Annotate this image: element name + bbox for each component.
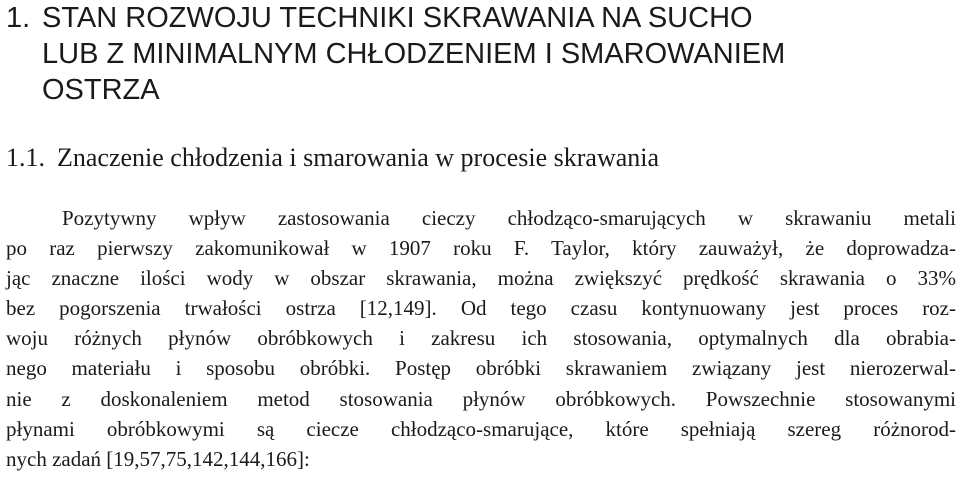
chapter-number: 1. (6, 2, 31, 34)
paragraph-line: woju różnych płynów obróbkowych i zakresu ich stosowania, optymalnych dla obrabia- (6, 326, 956, 351)
paragraph-line: jąc znaczne ilości wody w obszar skrawania, można zwiększyć prędkość skrawania o 33% (6, 266, 956, 291)
chapter-title-line: STAN ROZWOJU TECHNIKI SKRAWANIA NA SUCHO (42, 2, 753, 34)
chapter-title-line: OSTRZA (42, 74, 160, 106)
paragraph-line: nie z doskonaleniem metod stosowania płynów obróbkowych. Powszechnie stosowanymi (6, 386, 956, 411)
chapter-title-line: LUB Z MINIMALNYM CHŁODZENIEM I SMAROWANIEM (42, 38, 786, 70)
chapter-heading-line-1 (6, 0, 956, 36)
paragraph-line: bez pogorszenia trwałości ostrza [12,149]. Od tego czasu kontynuowany jest proces roz- (6, 296, 956, 321)
paragraph-line: płynami obróbkowymi są ciecze chłodząco-smarujące, które spełniają szereg różnorod- (6, 416, 956, 441)
paragraph-line: nych zadań [19,57,75,142,144,166]: (6, 446, 310, 471)
chapter-heading (6, 0, 956, 108)
paragraph-line: nego materiału i sposobu obróbki. Postęp obróbki skrawaniem związany jest nierozerwal- (6, 356, 956, 381)
paragraph-line: po raz pierwszy zakomunikował w 1907 roku F. Taylor, który zauważył, że doprowadza- (6, 236, 956, 261)
section-heading (6, 141, 956, 175)
section-title: Znaczenie chłodzenia i smarowania w procesie skrawania (57, 143, 660, 172)
section-number: 1.1. (6, 143, 45, 172)
paragraph-line: Pozytywny wpływ zastosowania cieczy chłodząco-smarujących w skrawaniu metali (62, 206, 956, 230)
body-paragraph (6, 203, 956, 474)
